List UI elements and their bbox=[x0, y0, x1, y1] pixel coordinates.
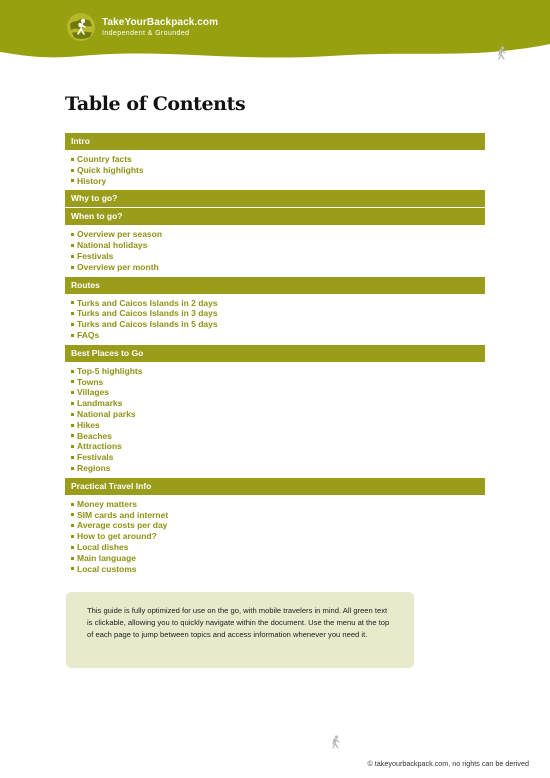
section-header-when-to-go[interactable]: When to go? bbox=[65, 208, 485, 225]
toc-link[interactable]: Local dishes bbox=[71, 542, 485, 553]
toc-section-routes bbox=[65, 277, 485, 345]
toc-link[interactable]: Regions bbox=[71, 463, 485, 474]
toc-section-best-places bbox=[65, 345, 485, 478]
page-title: Table of Contents bbox=[65, 93, 246, 115]
toc-link[interactable]: Festivals bbox=[71, 251, 485, 262]
toc-link[interactable]: Money matters bbox=[71, 499, 485, 510]
toc-link[interactable]: Attractions bbox=[71, 441, 485, 452]
toc-link[interactable]: Local customs bbox=[71, 564, 485, 575]
toc-section-why bbox=[65, 190, 485, 207]
toc-link[interactable]: Beaches bbox=[71, 431, 485, 442]
table-of-contents bbox=[65, 133, 485, 578]
footer-hiker-icon bbox=[330, 735, 342, 749]
brand-name: TakeYourBackpack.com bbox=[102, 16, 219, 28]
toc-link[interactable]: Main language bbox=[71, 553, 485, 564]
toc-link[interactable]: Turks and Caicos Islands in 3 days bbox=[71, 308, 485, 319]
toc-link[interactable]: How to get around? bbox=[71, 531, 485, 542]
globe-hiker-icon bbox=[66, 12, 96, 42]
toc-section-practical bbox=[65, 478, 485, 579]
toc-link[interactable]: Top-5 highlights bbox=[71, 366, 485, 377]
toc-link[interactable]: National parks bbox=[71, 409, 485, 420]
toc-link[interactable]: Quick highlights bbox=[71, 165, 485, 176]
toc-section-when bbox=[65, 208, 485, 276]
toc-link[interactable]: Country facts bbox=[71, 154, 485, 165]
toc-link[interactable]: National holidays bbox=[71, 240, 485, 251]
brand[interactable] bbox=[66, 12, 218, 42]
toc-link[interactable]: FAQs bbox=[71, 330, 485, 341]
toc-section-intro bbox=[65, 133, 485, 190]
toc-link[interactable]: History bbox=[71, 176, 485, 187]
section-header-intro[interactable]: Intro bbox=[65, 133, 485, 150]
section-header-routes[interactable]: Routes bbox=[65, 277, 485, 294]
toc-link[interactable]: Turks and Caicos Islands in 5 days bbox=[71, 319, 485, 330]
brand-tagline: Independent & Grounded bbox=[102, 29, 190, 37]
section-header-best-places[interactable]: Best Places to Go bbox=[65, 345, 485, 362]
info-note: This guide is fully optimized for use on the go, with mobile travelers in mind. All green text is clickable, allowing you to quickly navigate within the document. Use the menu at the top of each page to jump between topics and access information whenever you need it. bbox=[66, 592, 414, 668]
section-header-practical-info[interactable]: Practical Travel Info bbox=[65, 478, 485, 495]
toc-link[interactable]: Overview per season bbox=[71, 229, 485, 240]
section-header-why-to-go[interactable]: Why to go? bbox=[65, 190, 485, 207]
footer-copyright: © takeyourbackpack.com, no rights can be derived bbox=[367, 759, 529, 768]
toc-link[interactable]: Villages bbox=[71, 387, 485, 398]
toc-link[interactable]: Average costs per day bbox=[71, 520, 485, 531]
toc-link[interactable]: Overview per month bbox=[71, 262, 485, 273]
toc-link[interactable]: Towns bbox=[71, 377, 485, 388]
toc-link[interactable]: Landmarks bbox=[71, 398, 485, 409]
toc-link[interactable]: SIM cards and internet bbox=[71, 510, 485, 521]
toc-link[interactable]: Hikes bbox=[71, 420, 485, 431]
toc-link[interactable]: Festivals bbox=[71, 452, 485, 463]
toc-link[interactable]: Turks and Caicos Islands in 2 days bbox=[71, 298, 485, 309]
hiker-icon bbox=[496, 46, 508, 60]
